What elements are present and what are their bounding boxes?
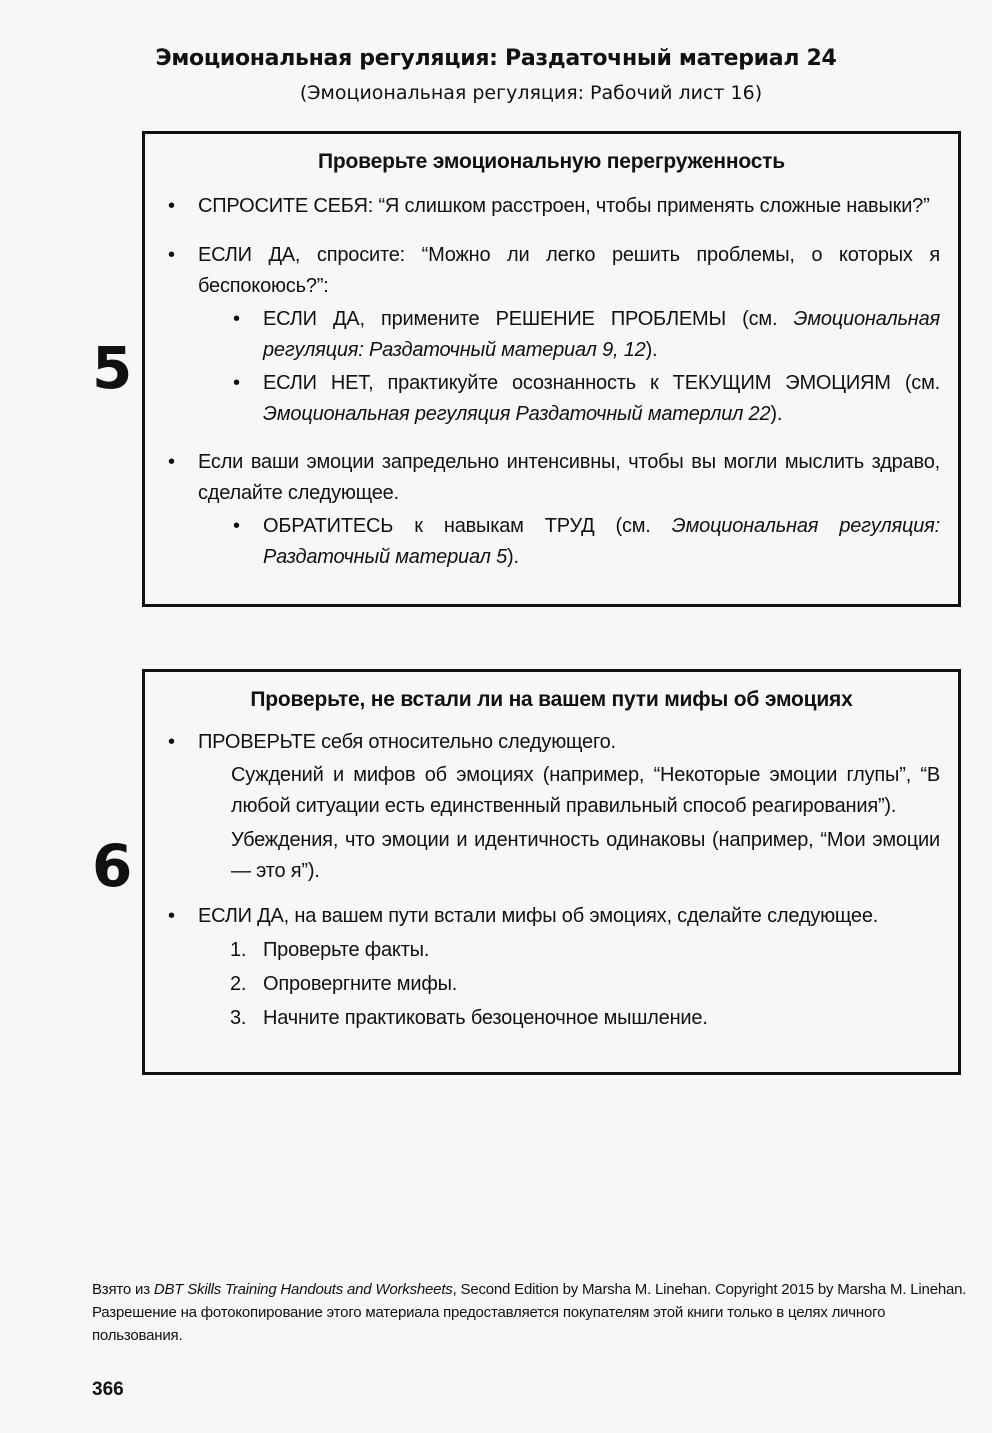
section-5-title: Проверьте эмоциональную перегруженность [318,150,785,173]
bullet-icon: • [233,515,240,537]
section-6-paragraph-1: Суждений и мифов об эмоциях (например, “Некоторые эмоции глупы”, “В любой ситуации есть единственный правильный способ реагирования”). [231,764,940,817]
section-6-step-1: 1. Проверьте факты. [230,939,430,961]
section-6-title: Проверьте, не встали ли на вашем пути мифы об эмоциях [250,688,853,711]
section-6-step-3: 3. Начните практиковать безоценочное мышление. [230,1007,708,1029]
bullet-icon: • [168,244,175,266]
section-6-box [142,669,961,1075]
section-5-bullet-2: • ЕСЛИ ДА, спросите: “Можно ли легко решить проблемы, о которых я беспокоюсь?”: [198,240,940,302]
bullet-icon: • [168,731,175,753]
section-6-paragraph-2: Убеждения, что эмоции и идентичность одинаковы (например, “Мои эмоции — это я”). [231,829,940,882]
bullet-icon: • [233,308,240,330]
section-6-bullet-2: • ЕСЛИ ДА, на вашем пути встали мифы об эмоциях, сделайте следующее. [198,901,944,932]
section-5-subbullet-1: • ЕСЛИ ДА, примените РЕШЕНИЕ ПРОБЛЕМЫ (см. Эмоциональная регуляция: Раздаточный материал 9, 12). [263,304,940,366]
bullet-icon: • [168,451,175,473]
step-number-5: 5 [92,334,133,402]
section-5-subbullet-3: • ОБРАТИТЕСЬ к навыкам ТРУД (см. Эмоциональная регуляция: Раздаточный материал 5). [263,511,940,573]
page-title: Эмоциональная регуляция: Раздаточный материал 24 [155,46,837,71]
copyright-footer: Взято из DBT Skills Training Handouts and Worksheets, Second Edition by Marsha M. Linehan. Copyright 2015 by Marsha M. Linehan. Разрешение на фотокопирование этого материала предоставляется покупателям этой книги только в целях личного пользования. [92,1281,967,1344]
section-5-box [142,131,961,607]
page-number: 366 [92,1379,124,1400]
section-6-step-2: 2. Опровергните мифы. [230,973,458,995]
step-number-6: 6 [92,832,133,900]
page-subtitle: (Эмоциональная регуляция: Рабочий лист 16) [299,82,763,104]
bullet-icon: • [233,372,240,394]
section-5-subbullet-2: • ЕСЛИ НЕТ, практикуйте осознанность к ТЕКУЩИМ ЭМОЦИЯМ (см. Эмоциональная регуляция Раздаточный матерлил 22). [263,368,940,430]
section-5-bullet-1: • СПРОСИТЕ СЕБЯ: “Я слишком расстроен, чтобы применять сложные навыки?” [198,191,940,222]
bullet-icon: • [168,195,175,217]
section-5-bullet-3: • Если ваши эмоции запредельно интенсивны, чтобы вы могли мыслить здраво, сделайте следующее. [198,447,940,509]
bullet-icon: • [168,905,175,927]
section-6-bullet-1: • ПРОВЕРЬТЕ себя относительно следующего. [198,727,940,758]
